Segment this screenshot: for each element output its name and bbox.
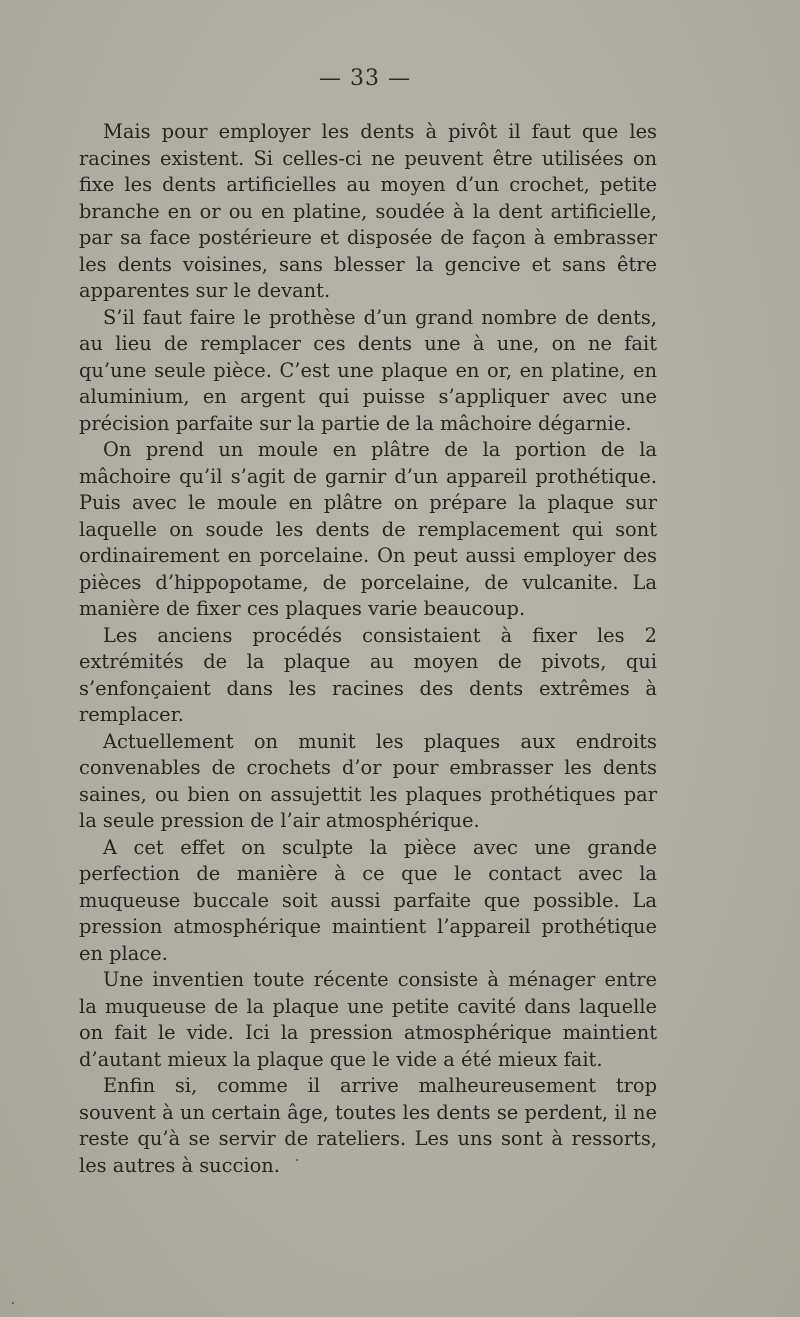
- body-text: [79, 119, 657, 1179]
- paragraph: Les anciens procédés consistaient à fixer les 2 extrémités de la plaque au moyen de pivots, qui s’enfonçaient dans les racines des dents extrêmes à remplacer.: [79, 623, 657, 726]
- paragraph: Mais pour employer les dents à pivôt il faut que les racines existent. Si celles-ci ne peuvent être utilisées on fixe les dents artificielles au moyen d’un crochet, petite branche en or ou en platine, soudée à la dent artificielle, par sa face postérieure et disposée de façon à embrasser les dents voisines, sans blesser la gencive et sans être apparentes sur le devant.: [79, 120, 657, 302]
- paragraph: S’il faut faire le prothèse d’un grand nombre de dents, au lieu de remplacer ces dents une à une, on ne fait qu’une seule pièce. C’est une plaque en or, en platine, en aluminium, en argent qui puisse s’appliquer avec une précision parfaite sur la partie de la mâchoire dégarnie.: [79, 305, 657, 435]
- paragraph: Actuellement on munit les plaques aux endroits convenables de crochets d’or pour embrasser les dents saines, ou bien on assujettit les plaques prothétiques par la seule pression de l’air atmosphérique.: [79, 729, 657, 832]
- paper-speck: [12, 1302, 14, 1304]
- paragraph: A cet effet on sculpte la pièce avec une grande perfection de manière à ce que le contact avec la muqueuse buccale soit aussi parfaite que possible. La pression atmosphérique maintient l’appareil prothétique en place.: [79, 835, 657, 965]
- page-number: — 33 —: [319, 66, 411, 91]
- paragraph: Une inventien toute récente consiste à ménager entre la muqueuse de la plaque une petite cavité dans laquelle on fait le vide. Ici la pression atmosphérique maintient d’autant mieux la plaque que le vide a été mieux fait.: [79, 968, 657, 1071]
- paragraph: Enfin si, comme il arrive malheureusement trop souvent à un certain âge, toutes les dents se perdent, il ne reste qu’à se servir de rateliers. Les uns sont à ressorts, les autres à succion.: [79, 1074, 657, 1177]
- paragraph: On prend un moule en plâtre de la portion de la mâchoire qu’il s’agit de garnir d’un appareil prothétique. Puis avec le moule en plâtre on prépare la plaque sur laquelle on soude les dents de remplacement qui sont ordinairement en porcelaine. On peut aussi employer des pièces d’hippopotame, de porcelaine, de vulcanite. La manière de fixer ces plaques varie beaucoup.: [79, 438, 657, 620]
- paper-speck: [296, 1159, 298, 1161]
